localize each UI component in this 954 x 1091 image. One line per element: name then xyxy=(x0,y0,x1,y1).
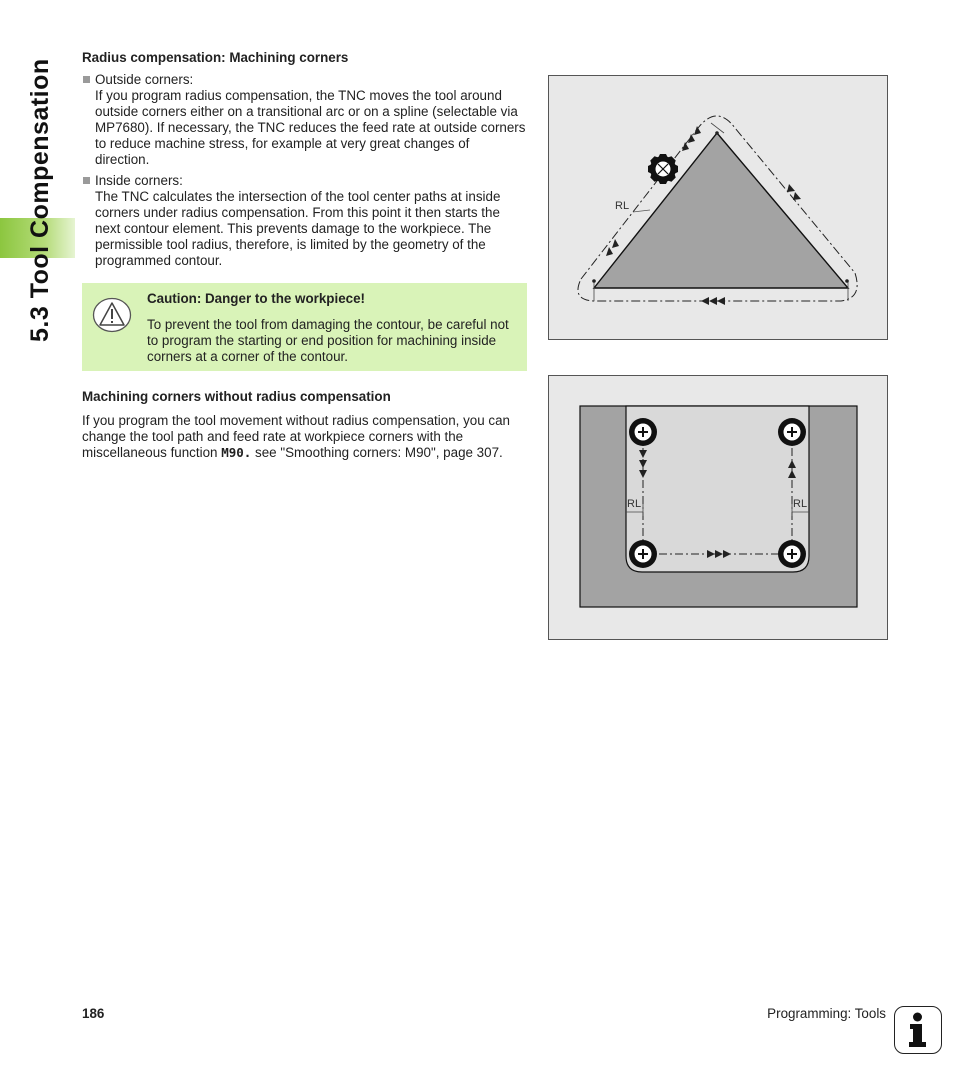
text-column xyxy=(82,50,527,461)
milling-cutter-icon xyxy=(629,418,657,446)
bullet-outside-corners xyxy=(82,72,527,168)
milling-cutter-icon xyxy=(778,418,806,446)
milling-cutter-icon xyxy=(629,540,657,568)
chapter-side-title: 5.3 Tool Compensation xyxy=(26,58,54,342)
section-heading-corners: Radius compensation: Machining corners xyxy=(82,50,349,65)
milling-cutter-icon xyxy=(778,540,806,568)
rl-label-left: RL xyxy=(627,498,642,510)
bullet-square-icon xyxy=(83,76,90,83)
rl-label-right: RL xyxy=(793,498,808,510)
rl-label: RL xyxy=(615,200,630,212)
bullet-text: If you program radius compensation, the TNC moves the tool around outside corners either on a transitional arc or on a spline (selectable via MP7680). If necessary, the TNC reduces the feed rate at outside corners to reduce machine stress, for example at very great changes of direction. xyxy=(95,88,526,167)
bullet-square-icon xyxy=(83,177,90,184)
triangle-diagram xyxy=(549,76,887,339)
paragraph-text-before: If you program the tool movement without radius compensation, you can change the tool path and feed rate at workpiece corners with the miscellaneous function xyxy=(82,413,510,460)
milling-cutter-icon xyxy=(648,154,678,184)
footer-chapter: Programming: Tools xyxy=(767,1006,886,1021)
bullet-label: Inside corners: xyxy=(95,173,183,188)
section-heading-no-compensation: Machining corners without radius compensation xyxy=(82,389,391,404)
warning-triangle-icon xyxy=(92,297,132,333)
m90-code: M90. xyxy=(221,445,252,460)
paragraph-text-after: see "Smoothing corners: M90", page 307. xyxy=(251,445,503,460)
figure-no-compensation xyxy=(548,375,888,640)
caution-text: To prevent the tool from damaging the contour, be careful not to program the starting or end position for machining inside corners at a corner of the contour. xyxy=(147,317,509,364)
info-icon xyxy=(894,1006,942,1054)
pocket-diagram xyxy=(549,376,887,639)
caution-title: Caution: Danger to the workpiece! xyxy=(147,291,365,306)
figure-outside-corners xyxy=(548,75,888,340)
page-number: 186 xyxy=(82,1006,105,1021)
bullet-inside-corners xyxy=(82,173,527,269)
bullet-label: Outside corners: xyxy=(95,72,194,87)
no-compensation-paragraph xyxy=(82,413,527,461)
caution-box xyxy=(82,283,527,371)
bullet-text: The TNC calculates the intersection of the tool center paths at inside corners under radius compensation. From this point it then starts the next contour element. This prevents damage to the workpiece. The permissible tool radius, therefore, is limited by the geometry of the programmed contour. xyxy=(95,189,501,268)
